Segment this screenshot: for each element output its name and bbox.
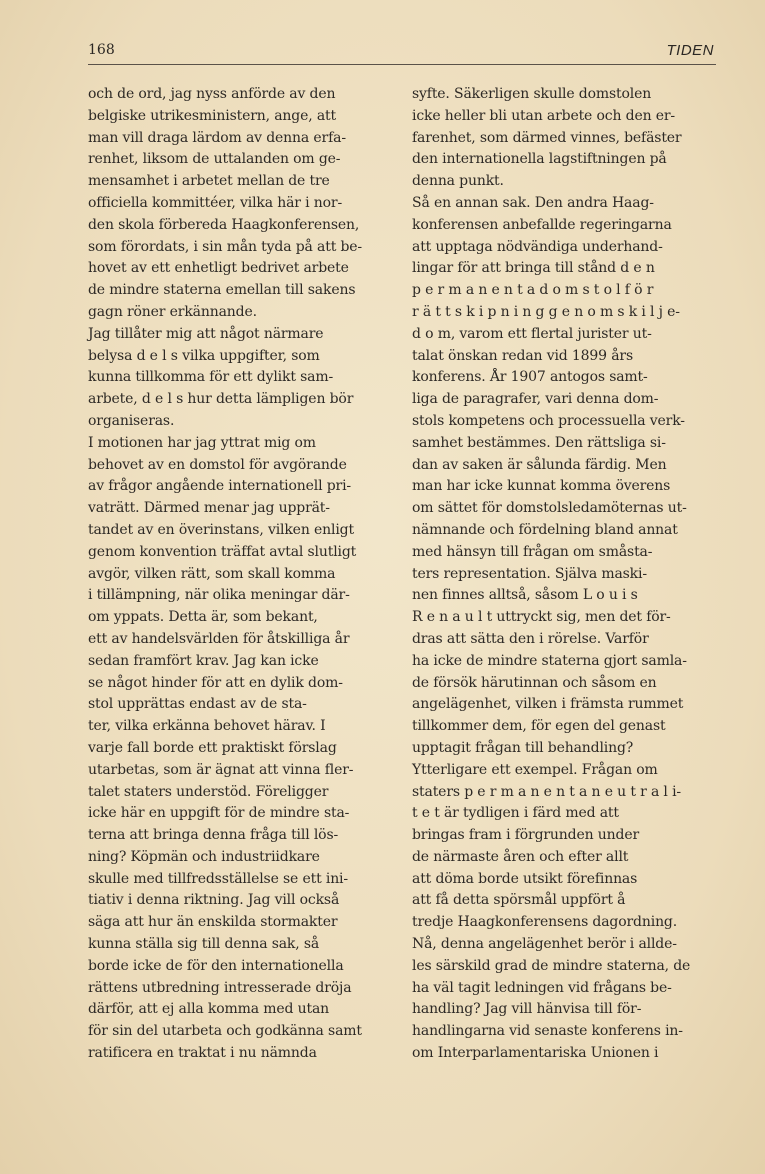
text-line: p e r m a n e n t a d o m s t o l f ö r xyxy=(412,282,654,299)
text-line: stols kompetens och processuella verk- xyxy=(412,412,685,429)
text-line: belgiske utrikesministern, ange, att xyxy=(88,107,336,124)
text-line: r ä t t s k i p n i n g g e n o m s k i l j e- xyxy=(412,303,680,320)
text-line: ter, vilka erkänna behovet härav. I xyxy=(88,718,326,735)
text-line: kunna tillkomma för ett dylikt sam- xyxy=(88,369,334,386)
text-line: R e n a u l t uttryckt sig, men det för- xyxy=(412,609,671,626)
text-line: farenhet, som därmed vinnes, befäster xyxy=(412,129,682,146)
text-line: ett av handelsvärlden för åtskilliga år xyxy=(88,630,350,647)
text-line: skulle med tillfredsställelse se ett ini- xyxy=(88,870,348,887)
text-line: Jag tillåter mig att något närmare xyxy=(88,325,324,342)
text-line: för sin del utarbeta och godkänna samt xyxy=(88,1023,362,1040)
text-line: sedan framfört krav. Jag kan icke xyxy=(88,652,319,669)
text-line: avgör, vilken rätt, som skall komma xyxy=(88,565,336,582)
text-line: och de ord, jag nyss anförde av den xyxy=(88,86,336,102)
text-line: ning? Köpmän och industriidkare xyxy=(88,848,320,865)
text-line: varje fall borde ett praktiskt förslag xyxy=(88,739,337,756)
text-line: dan av saken är sålunda färdig. Men xyxy=(412,456,667,473)
text-line: den internationella lagstiftningen på xyxy=(412,151,667,168)
text-line: om yppats. Detta är, som bekant, xyxy=(88,609,318,626)
text-line: borde icke de för den internationella xyxy=(88,957,344,974)
text-line: kunna ställa sig till denna sak, så xyxy=(88,936,320,953)
text-line: gagn röner erkännande. xyxy=(88,303,257,320)
text-line: Så en annan sak. Den andra Haag- xyxy=(412,194,654,211)
text-line: staters p e r m a n e n t a n e u t r a l i- xyxy=(412,783,681,800)
text-line: den skola förbereda Haagkonferensen, xyxy=(88,216,360,233)
text-line: Ytterligare ett exempel. Frågan om xyxy=(412,761,658,778)
text-line: att upptaga nödvändiga underhand- xyxy=(412,238,663,255)
text-line: man vill draga lärdom av denna erfa- xyxy=(88,129,346,146)
text-line: lingar för att bringa till stånd d e n xyxy=(412,260,655,277)
text-line: ratificera en traktat i nu nämnda xyxy=(88,1045,317,1062)
text-line: tiativ i denna riktning. Jag vill också xyxy=(88,892,340,909)
text-line: rättens utbredning intresserade dröja xyxy=(88,979,352,996)
text-line: som förordats, i sin mån tyda på att be- xyxy=(88,238,363,255)
text-line: icke här en uppgift för de mindre sta- xyxy=(88,805,350,822)
text-line: Nå, denna angelägenhet berör i allde- xyxy=(412,936,677,953)
text-line: I motionen har jag yttrat mig om xyxy=(88,434,316,451)
text-line: terna att bringa denna fråga till lös- xyxy=(88,827,339,844)
text-line: belysa d e l s vilka uppgifter, som xyxy=(88,347,320,364)
text-line: ters representation. Själva maski- xyxy=(412,565,647,582)
text-line: av frågor angående internationell pri- xyxy=(88,478,351,495)
text-line: konferens. År 1907 antogos samt- xyxy=(412,369,648,386)
text-line: de mindre staterna emellan till sakens xyxy=(88,282,356,299)
text-line: handling? Jag vill hänvisa till för- xyxy=(412,1001,642,1018)
text-line: säga att hur än enskilda stormakter xyxy=(88,914,338,931)
text-line: icke heller bli utan arbete och den er- xyxy=(412,107,676,124)
text-line: officiella kommittéer, vilka här i nor- xyxy=(88,194,343,211)
text-line: utarbetas, som är ägnat att vinna fler- xyxy=(88,761,354,778)
text-line: ha väl tagit ledningen vid frågans be- xyxy=(412,979,672,996)
text-line: syfte. Säkerligen skulle domstolen xyxy=(412,86,652,102)
journal-title: TIDEN xyxy=(666,42,714,59)
text-line: liga de paragrafer, vari denna dom- xyxy=(412,391,659,408)
text-line: i tillämpning, när olika meningar där- xyxy=(88,587,350,604)
text-line: man har icke kunnat komma överens xyxy=(412,478,671,495)
text-line: talat önskan redan vid 1899 års xyxy=(412,347,634,364)
text-line: hovet av ett enhetligt bedrivet arbete xyxy=(88,260,349,277)
right-text-column xyxy=(412,84,714,1065)
page-number: 168 xyxy=(88,42,115,58)
text-line: att döma borde utsikt förefinnas xyxy=(412,870,638,887)
text-line: arbete, d e l s hur detta lämpligen bör xyxy=(88,391,354,408)
text-line: d o m, varom ett flertal jurister ut- xyxy=(412,325,652,342)
text-line: tandet av en överinstans, vilken enligt xyxy=(88,521,354,538)
text-line: de försök härutinnan och såsom en xyxy=(412,674,657,691)
text-line: angelägenhet, vilken i främsta rummet xyxy=(412,696,684,713)
text-line: nämnande och fördelning bland annat xyxy=(412,521,678,538)
text-line: t e t är tydligen i färd med att xyxy=(412,805,619,822)
text-line: de närmaste åren och efter allt xyxy=(412,848,629,865)
text-line: att få detta spörsmål uppfört å xyxy=(412,892,626,909)
text-line: tredje Haagkonferensens dagordning. xyxy=(412,914,678,931)
text-line: samhet bestämmes. Den rättsliga si- xyxy=(412,434,666,451)
left-text-column xyxy=(88,84,390,1065)
text-line: dras att sätta den i rörelse. Varför xyxy=(412,630,649,647)
text-line: konferensen anbefallde regeringarna xyxy=(412,216,672,233)
text-line: vaträtt. Därmed menar jag upprät- xyxy=(88,500,330,517)
text-line: ha icke de mindre staterna gjort samla- xyxy=(412,652,687,669)
text-line: om sättet för domstolsledamöternas ut- xyxy=(412,500,687,517)
text-line: bringas fram i förgrunden under xyxy=(412,827,639,844)
text-line: om Interparlamentariska Unionen i xyxy=(412,1045,659,1062)
text-line: handlingarna vid senaste konferens in- xyxy=(412,1023,683,1040)
text-line: talet staters understöd. Föreligger xyxy=(88,783,329,800)
text-line: les särskild grad de mindre staterna, de xyxy=(412,957,691,974)
text-line: tillkommer dem, för egen del genast xyxy=(412,718,666,735)
text-line: nen finnes alltså, såsom L o u i s xyxy=(412,587,638,604)
text-line: upptagit frågan till behandling? xyxy=(412,739,634,756)
text-line: organiseras. xyxy=(88,412,175,429)
text-line: renhet, liksom de uttalanden om ge- xyxy=(88,151,341,168)
text-line: därför, att ej alla komma med utan xyxy=(88,1001,330,1018)
text-line: denna punkt. xyxy=(412,173,504,190)
text-line: behovet av en domstol för avgörande xyxy=(88,456,347,473)
text-line: stol upprättas endast av de sta- xyxy=(88,696,307,713)
text-line: mensamhet i arbetet mellan de tre xyxy=(88,173,330,190)
text-line: se något hinder för att en dylik dom- xyxy=(88,674,343,691)
page-header xyxy=(88,42,716,64)
header-rule xyxy=(88,64,716,65)
text-line: med hänsyn till frågan om småsta- xyxy=(412,543,653,560)
text-line: genom konvention träffat avtal slutligt xyxy=(88,543,357,560)
